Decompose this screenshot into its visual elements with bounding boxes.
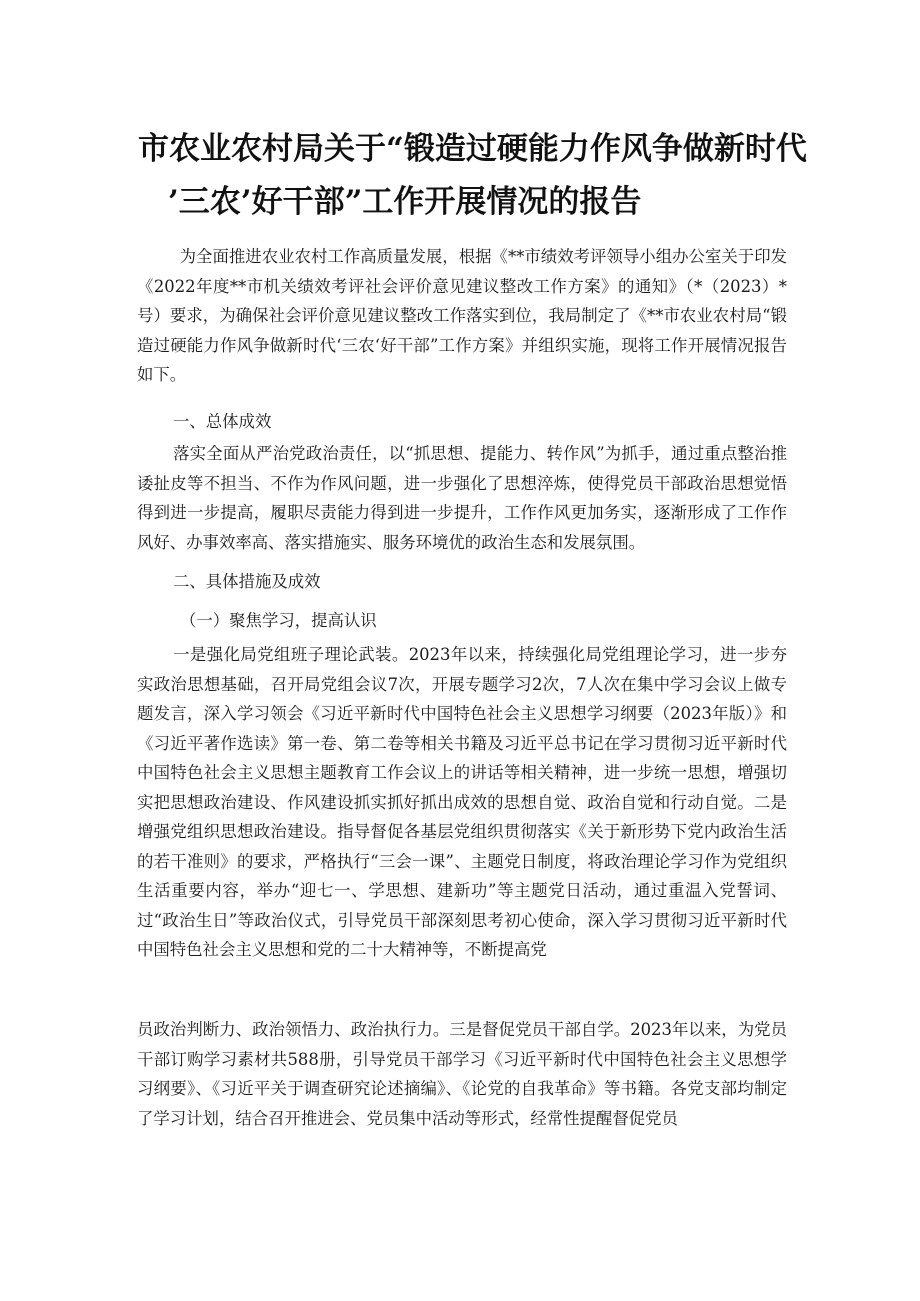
subsection-1-heading: （一）聚焦学习，提高认识: [180, 611, 377, 630]
section-2-heading: 二、具体措施及成效: [173, 572, 321, 591]
section-1-heading: 一、总体成效: [173, 412, 272, 431]
section-1-body: 落实全面从严治党政治责任，以“抓思想、提能力、转作风”为抓手，通过重点整治推诿扯皮等不担当、不作为作风问题，进一步强化了思想淬炼，使得党员干部政治思想觉悟得到进一步提高，履职尽责能力得到进一步提升，工作作风更加务实，逐渐形成了工作作风好、办事效率高、落实措施实、服务环境优的政治生态和发展氛围。: [137, 444, 787, 552]
subsection-1-body-part-2: 员政治判断力、政治领悟力、政治执行力。三是督促党员干部自学。2023年以来，为党员干部订购学习素材共588册，引导党员干部学习《习近平新时代中国特色社会主义思想学习纲要》、《习近平关于调查研究论述摘编》、《论党的自我革命》等书籍。各党支部均制定了学习计划，结合召开推进会、党员集中活动等形式，经常性提醒督促党员: [137, 1020, 787, 1128]
document-title-line-2: ’三农’好干部”工作开展情况的报告: [168, 184, 642, 220]
document-title-line-1: 市农业农村局关于“锻造过硬能力作风争做新时代: [138, 131, 807, 167]
intro-paragraph: 为全面推进农业农村工作高质量发展，根据《**市绩效考评领导小组办公室关于印发《2022年度**市机关绩效考评社会评价意见建议整改工作方案》的通知》（*（2023）*号）要求，为确保社会评价意见建议整改工作落实到位，我局制定了《**市农业农村局“锻造过硬能力作风争做新时代‘三农‘好干部”工作方案》并组织实施，现将工作开展情况报告如下。: [137, 247, 787, 384]
subsection-1-body-part-1: 一是强化局党组班子理论武装。2023年以来，持续强化局党组理论学习，进一步夯实政治思想基础，召开局党组会议7次，开展专题学习2次，7人次在集中学习会议上做专题发言，深入学习领会《习近平新时代中国特色社会主义思想学习纲要（2023年版）》和《习近平著作选读》第一卷、第二卷等相关书籍及习近平总书记在学习贯彻习近平新时代中国特色社会主义思想主题教育工作会议上的讲话等相关精神，进一步统一思想，增强切实把思想政治建设、作风建设抓实抓好抓出成效的思想自觉、政治自觉和行动自觉。二是增强党组织思想政治建设。指导督促各基层党组织贯彻落实《关于新形势下党内政治生活的若干准则》的要求，严格执行“三会一课”、主题党日制度，将政治理论学习作为党组织生活重要内容，举办“迎七一、学思想、建新功”等主题党日活动，通过重温入党誓词、过“政治生日”等政治仪式，引导党员干部深刻思考初心使命，深入学习贯彻习近平新时代中国特色社会主义思想和党的二十大精神等，不断提高党: [137, 645, 787, 959]
